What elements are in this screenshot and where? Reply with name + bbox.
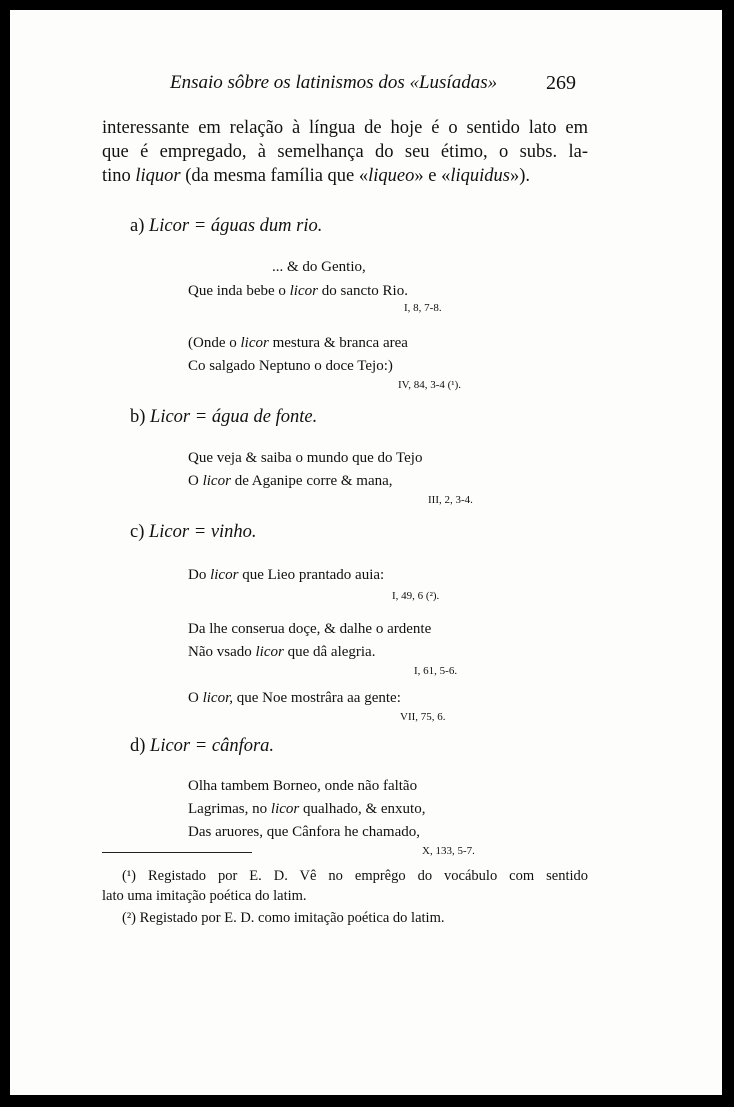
footnote-1-line-2: lato uma imitação poética do latim. (102, 888, 307, 904)
quote-b1-line-1: Que veja & saiba o mundo que do Tejo (188, 450, 423, 466)
quote-c1-line-1: Do licor que Lieo prantado auia: (188, 567, 385, 583)
footnote-separator (102, 852, 252, 853)
quote-a1-line-2: Que inda bebe o licor do sancto Rio. (188, 283, 408, 299)
section-a-title: Licor = águas dum rio. (149, 216, 323, 236)
footnote-1-line-1: (¹) Registado por E. D. Vê no emprêgo do vocábulo com sentido (122, 868, 589, 884)
section-a-label: a) (130, 216, 145, 236)
quote-c1-reference: I, 49, 6 (²). (392, 590, 440, 602)
section-c-title: Licor = vinho. (149, 522, 257, 542)
quote-a1-line-1: ... & do Gentio, (272, 259, 366, 275)
section-b-title: Licor = água de fonte. (150, 407, 318, 427)
quote-a1-reference: I, 8, 7-8. (404, 302, 442, 314)
section-a-heading (130, 216, 322, 237)
section-d-label: d) (130, 736, 146, 756)
quote-c2-reference: I, 61, 5-6. (414, 665, 458, 677)
quote-a2-reference: IV, 84, 3-4 (¹). (398, 379, 461, 391)
section-b-label: b) (130, 407, 146, 427)
quote-d1-line-2: Lagrimas, no licor qualhado, & enxuto, (188, 801, 426, 817)
footnote-2 (102, 908, 588, 928)
quote-d1-reference: X, 133, 5-7. (422, 845, 475, 857)
section-d-heading (130, 736, 274, 757)
intro-line-2: que é empregado, à semelhança do seu étimo, o subs. la- (102, 142, 588, 162)
intro-line-3: tino liquor (da mesma família que «liqueo» e «liquidus»). (102, 166, 531, 186)
section-c-heading (130, 522, 257, 543)
footnote-1 (102, 866, 588, 906)
quote-b1-reference: III, 2, 3-4. (428, 494, 473, 506)
quote-a2-line-1: (Onde o licor mestura & branca area (188, 335, 408, 351)
quote-a2-line-2: Co salgado Neptuno o doce Tejo:) (188, 358, 393, 374)
running-header-title: Ensaio sôbre os latinismos dos «Lusíadas» (170, 72, 498, 93)
section-c-label: c) (130, 522, 145, 542)
quote-c3-line-1: O licor, que Noe mostrâra aa gente: (188, 690, 401, 706)
section-d-title: Licor = cânfora. (150, 736, 275, 756)
book-page (10, 10, 722, 1095)
intro-line-1: interessante em relação à língua de hoje é o sentido lato em (102, 118, 588, 138)
quote-c3-reference: VII, 75, 6. (400, 711, 446, 723)
section-b-heading (130, 407, 317, 428)
intro-paragraph (102, 116, 588, 188)
quote-b1-line-2: O licor de Aganipe corre & mana, (188, 473, 393, 489)
quote-c2-line-1: Da lhe conserua doçe, & dalhe o ardente (188, 621, 432, 637)
quote-d1-line-3: Das aruores, que Cânfora he chamado, (188, 824, 420, 840)
page-number: 269 (546, 72, 576, 94)
quote-c2-line-2: Não vsado licor que dâ alegria. (188, 644, 376, 660)
quote-d1-line-1: Olha tambem Borneo, onde não faltão (188, 778, 418, 794)
footnote-2-line-1: (²) Registado por E. D. como imitação poética do latim. (122, 910, 445, 926)
